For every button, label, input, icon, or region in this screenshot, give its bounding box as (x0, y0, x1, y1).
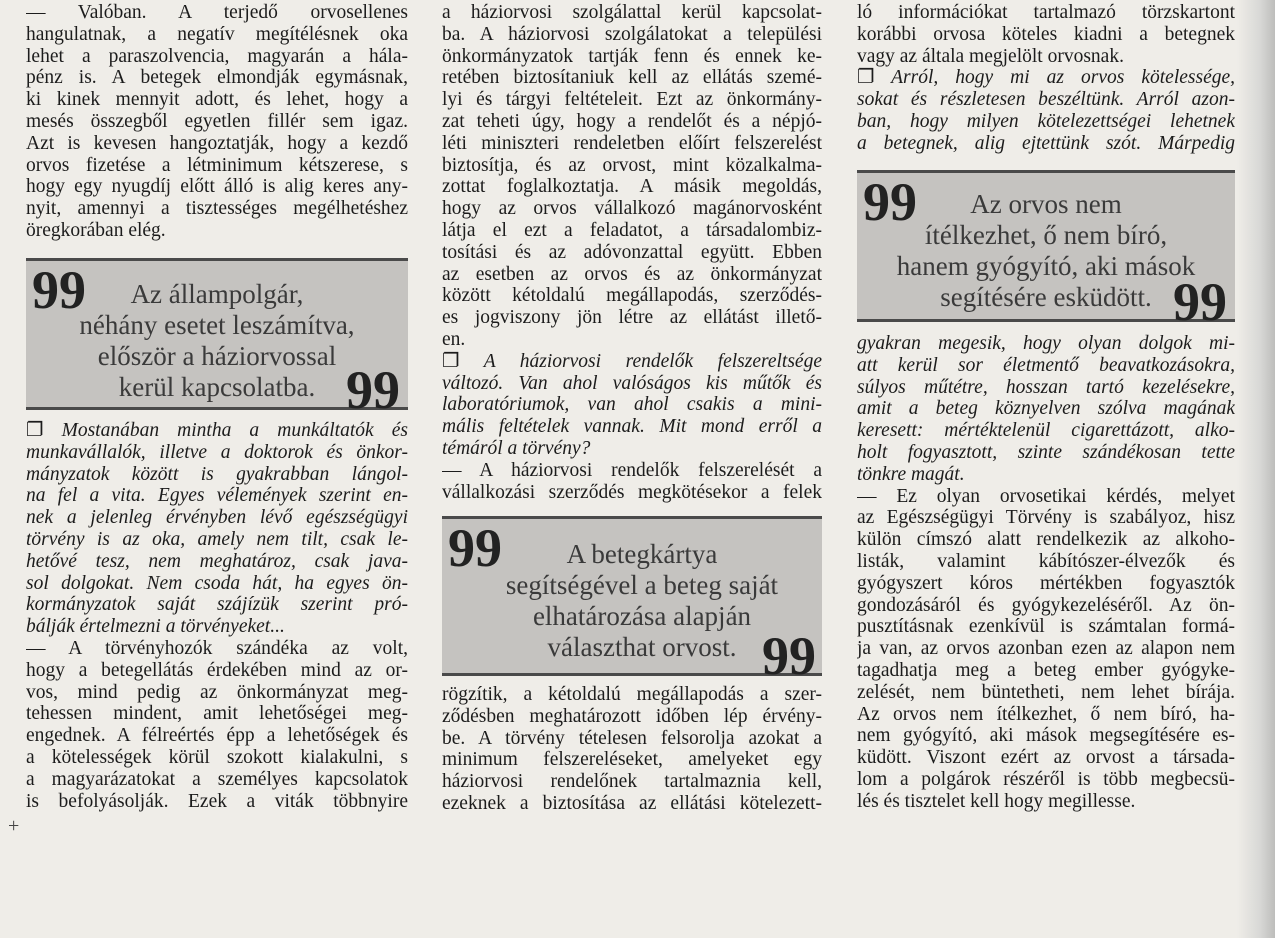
text-line: látja el ezt a feladatot, a társadalombiz- (442, 219, 822, 241)
col2-text-top (442, 2, 822, 503)
open-quote-icon: 99 (32, 260, 86, 320)
pull-quote-line: segítésére esküdött. (940, 282, 1152, 312)
text-line: hetővé tesz, nem meghatároz, csak java- (26, 550, 408, 572)
text-line: be. A törvény tételesen felsorolja azokat a (442, 727, 822, 749)
text-line: minimum felszereléseket, amelyeket egy (442, 749, 822, 771)
text-line: nek a jelenleg érvényben lévő egészségügyi (26, 507, 408, 529)
text-line: kormányzatok saját szájízük szerint pró- (26, 594, 408, 616)
text-line: tönkre magát. (857, 463, 965, 485)
text-line: ki kinek mennyit adott, és lehet, hogy a (26, 89, 408, 111)
text-line: lyi és tárgyi feltételeit. Ezt az önkormány- (442, 89, 822, 111)
text-line: en. (442, 328, 466, 350)
close-quote-icon: 99 (762, 626, 816, 686)
text-line: orvos fizetése a létminimum kétszerese, s (26, 154, 408, 176)
text-line: háziorvosi rendelőnek tartalmaznia kell, (442, 771, 822, 793)
text-line: nyit, amennyi a tisztességes megélhetéshez (26, 198, 408, 220)
text-line: önkormányzatok tartják fenn és ennek ke- (442, 45, 822, 67)
text-line: küdött. Viszont ezért az orvost a társada- (857, 747, 1235, 769)
text-line: ezeknek a biztosítása az ellátási kötelezett- (442, 792, 822, 814)
text-line: zottat foglalkoztatja. A másik megoldás, (442, 176, 822, 198)
col1-text-bottom (26, 420, 408, 812)
text-line: munkavállalók, illetve a doktorok és önkor- (26, 441, 408, 463)
pull-quote-line: hanem gyógyító, aki mások (896, 251, 1196, 281)
pull-quote-line: A betegkártya (566, 539, 718, 569)
pull-quote-3 (857, 170, 1235, 332)
text-line: a betegnek, alig ejtettünk szót. Márpedig (857, 132, 1235, 154)
text-line: öregkorában elég. (26, 219, 166, 241)
col2-text-bottom (442, 684, 822, 815)
close-quote-icon: 99 (346, 360, 400, 420)
scan-edge-shadow (1237, 0, 1275, 938)
pull-quote-line: néhány esetet leszámítva, (79, 310, 355, 340)
text-line: Azt is kevesen hangoztatják, hogy a kezdő (26, 132, 408, 154)
text-line: bálják értelmezni a törvényeket... (26, 616, 285, 638)
text-line: lehet a paraszolvencia, magyarán a hála- (26, 45, 408, 67)
text-line: az Egészségügyi Törvény is szabályoz, hisz (857, 507, 1235, 529)
text-line: tehessen mindent, amit lehetőségei meg- (26, 703, 408, 725)
text-line: sol dolgokat. Nem csoda hát, ha egyes ön- (26, 572, 408, 594)
text-line: — A törvényhozók szándéka az volt, (26, 637, 408, 659)
text-line: az esetben az orvos és az önkormányzat (442, 263, 822, 285)
bullet-icon: ❐ (442, 350, 460, 372)
pull-quote-1 (26, 258, 408, 420)
pull-quote-line: elhatározása alapján (532, 601, 752, 631)
text-line: vagy az általa megjelölt orvosnak. (857, 45, 1124, 67)
col3-text-bottom (857, 333, 1235, 813)
text-line: es jogviszony jön létre az ellátást illető- (442, 307, 822, 329)
text-line: rögzítik, a kétoldalú megállapodás a szer- (442, 684, 822, 705)
bullet-icon: ❐ (857, 67, 875, 89)
text-line: tosítási és az adóvonzattal együtt. Ebben (442, 241, 822, 263)
text-line: keresett: mértéktelenül cigarettázott, alko- (857, 420, 1235, 442)
text-line: sokat és részletesen beszéltünk. Arról azon- (857, 89, 1235, 111)
text-line: gyakran megesik, hogy olyan dolgok mi- (857, 333, 1235, 354)
text-line: hogy az orvos vállalkozó magánorvosként (442, 198, 822, 220)
text-line: na fel a vita. Egyes vélemények szerint en- (26, 485, 408, 507)
pull-quote-line: választhat orvost. (547, 632, 737, 662)
text-line: — A háziorvosi rendelők felszerelését a (442, 459, 822, 481)
text-line: léti miniszteri rendeletben előírt felszerelést (442, 132, 822, 154)
text-line: — Ez olyan orvosetikai kérdés, melyet (857, 485, 1235, 507)
text-line: biztosítja, és az orvost, mint közalkalma- (442, 154, 822, 176)
close-quote-icon: 99 (1173, 272, 1227, 332)
open-quote-icon: 99 (863, 172, 917, 232)
text-line: ba. A háziorvosi szolgálatokat a települési (442, 23, 822, 45)
col1-text-top (26, 2, 408, 242)
text-line: a magyarázatokat a személyes kapcsolatok (26, 768, 408, 790)
text-line: ❐ Mostanában mintha a munkáltatók és (26, 420, 408, 441)
text-line: att kerül sor életmentő beavatkozásokra, (857, 354, 1235, 376)
text-line: Az orvos nem ítélkezhet, ő nem bíró, ha- (857, 703, 1235, 725)
text-line: vos, mind pedig az önkormányzat meg- (26, 681, 408, 703)
open-quote-icon: 99 (448, 518, 502, 578)
col3-text-top (857, 2, 1235, 155)
text-line: nem gyógyító, aki mások megsegítésére es- (857, 725, 1235, 747)
text-line: listák, valamint kábítószer-élvezők és (857, 550, 1235, 572)
pull-quote-line: először a háziorvossal (97, 341, 337, 371)
text-line: a kötelességek körül szokott kialakulni, s (26, 746, 408, 768)
text-line: ja van, az orvos azonban ezen az alapon nem (857, 638, 1235, 660)
text-line: gondozásáról és gyógykezeléséről. Az ön- (857, 594, 1235, 616)
text-line: engednek. A félreértés épp a lehetőségek és (26, 725, 408, 747)
text-line: hangulatnak, a negatív megítélésnek oka (26, 23, 408, 45)
text-line: amit a beteg köznyelven szólva magának (857, 398, 1235, 420)
text-line: súlyos műtétre, hosszan tartó kezelésekre, (857, 376, 1235, 398)
text-line: lom a polgárok részéről is több megbecsü- (857, 768, 1235, 790)
text-line: korábbi orvosa köteles kiadni a betegnek (857, 23, 1235, 45)
text-line: pénz is. A betegek elmondják egymásnak, (26, 67, 408, 89)
text-line: hogy a betegellátás érdekében mind az or- (26, 659, 408, 681)
text-line: ban, hogy milyen kötelezettségei lehetnek (857, 110, 1235, 132)
text-line: ló információkat tartalmazó törzskartont (857, 2, 1235, 23)
text-line: mális feltételek vannak. Mit mond erről a (442, 416, 822, 438)
text-line: — Valóban. A terjedő orvosellenes (26, 2, 408, 23)
pull-quote-line: Az állampolgár, (130, 279, 304, 309)
text-line: változó. Van ahol valóságos kis műtők és (442, 372, 822, 394)
pull-quote-line: kerül kapcsolatba. (118, 372, 316, 402)
text-line: külön címszó alatt rendelkezik az alkoho- (857, 529, 1235, 551)
text-line: zelését, nem büntetheti, nem lehet bírája. (857, 681, 1235, 703)
crop-mark-icon: + (8, 815, 20, 837)
pull-quote-line: segítségével a beteg saját (505, 570, 779, 600)
text-line: ❐ Arról, hogy mi az orvos kötelessége, (857, 67, 1235, 89)
bullet-icon: ❐ (26, 420, 44, 441)
text-line: laboratóriumok, van ahol csakis a mini- (442, 394, 822, 416)
text-line: tagadhatja meg a beteg ember gyógyke- (857, 659, 1235, 681)
text-line: zat teheti úgy, hogy a rendelőt és a népjó- (442, 110, 822, 132)
text-line: pusztításnak ezenkívül is számtalan formá- (857, 616, 1235, 638)
text-line: ❐ A háziorvosi rendelők felszereltsége (442, 350, 822, 372)
text-line: törvény is az oka, amely nem tilt, csak le- (26, 528, 408, 550)
text-line: lés és tisztelet kell hogy megillesse. (857, 790, 1136, 812)
pull-quote-line: ítélkezhet, ő nem bíró, (924, 220, 1168, 250)
pull-quote-2 (442, 516, 822, 686)
text-line: retében biztosítaniuk kell az ellátás szemé- (442, 67, 822, 89)
text-line: hogy egy nyugdíj előtt álló is alig keres any- (26, 176, 408, 198)
text-line: ződésben meghatározott időben lép érvény- (442, 705, 822, 727)
text-line: is befolyásolják. Ezek a viták többnyire (26, 790, 408, 812)
text-line: témáról a törvény? (442, 437, 591, 459)
pull-quote-line: Az orvos nem (970, 189, 1122, 219)
text-line: holt fogyasztott, szinte szándékosan tette (857, 441, 1235, 463)
text-line: gyógyszert kóros mértékben fogyasztók (857, 572, 1235, 594)
text-line: a háziorvosi szolgálattal kerül kapcsolat- (442, 2, 822, 23)
text-line: vállalkozási szerződés megkötésekor a felek (442, 481, 822, 503)
text-line: mányzatok között is gyakrabban lángol- (26, 463, 408, 485)
text-line: mesés összegből egyetlen fillér sem igaz. (26, 110, 408, 132)
text-line: között kétoldalú megállapodás, szerződés- (442, 285, 822, 307)
